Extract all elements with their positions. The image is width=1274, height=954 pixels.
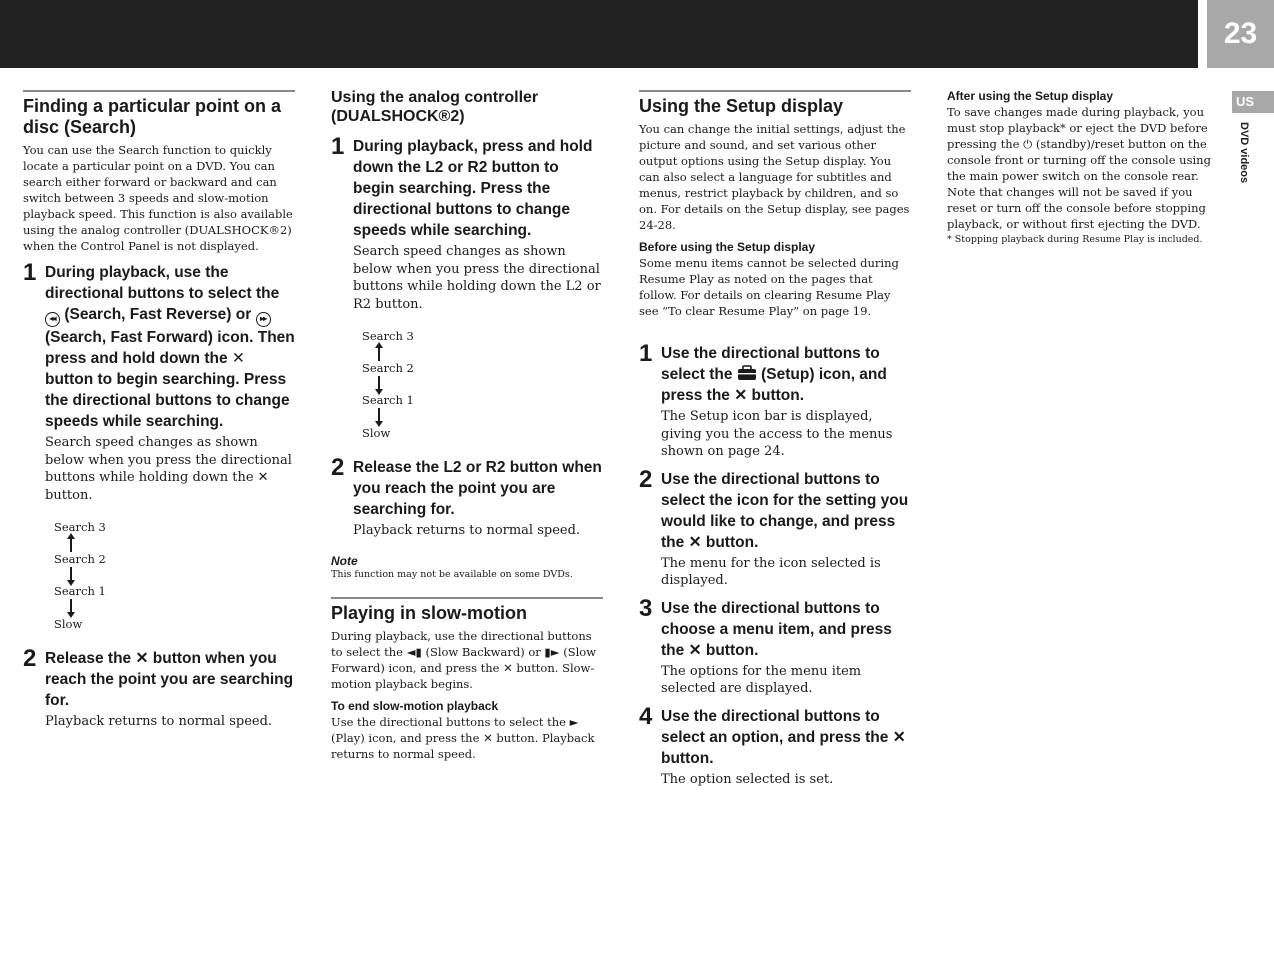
end-slow-heading: To end slow-motion playback	[331, 698, 499, 713]
cross-button-icon: ✕	[688, 641, 702, 659]
section-side-label: DVD videos	[1238, 122, 1250, 184]
note-heading: Note	[331, 553, 358, 568]
setup-step-4: 4 Use the directional buttons to select an option, and press the ✕ button. The option selected is set.	[639, 702, 906, 787]
fast-reverse-icon: ◂◂	[45, 312, 60, 327]
setup-heading: Using the Setup display	[639, 96, 844, 116]
play-icon: ►	[569, 714, 579, 729]
header-bar	[0, 0, 1198, 68]
fast-forward-icon: ▸▸	[256, 312, 271, 327]
setup-intro: You can change the initial settings, adjust the picture and sound, and set various other output options using the Setup display. You can also select a language for subtitles and menus, restrict playback by children, and so on. For details on the Setup display, see pages 24-28.	[639, 122, 910, 232]
arrow-up-icon	[70, 538, 72, 552]
slow-forward-icon: ▮►	[544, 644, 560, 659]
divider	[23, 90, 295, 92]
cross-button-icon: ✕	[135, 650, 149, 667]
column-search	[23, 88, 295, 731]
search-speed-diagram: Search 3 Search 2 Search 1 Slow	[54, 520, 106, 631]
before-setup-text: Some menu items cannot be selected during Resume Play as noted on the pages that follow. For details on clearing Resume Play see “To clear Resume Play” on page 19.	[639, 256, 899, 318]
slow-backward-icon: ◄▮	[406, 644, 422, 659]
search-step-1: 1 During playback, use the directional buttons to select the ◂◂ (Search, Fast Reverse) or ▸▸ (Search, Fast Forward) icon. Then press and hold down the ✕ button to begin searching. Press the directional buttons to change speeds while searching. Search speed changes as shown below when you press the directional buttons while holding down the ✕ button. Search 3 Search 2 Search 1 Slow	[23, 262, 295, 640]
cross-button-icon: ✕	[734, 387, 748, 404]
cross-button-icon: ✕	[892, 728, 906, 746]
cross-button-icon: ✕	[257, 470, 269, 485]
search-intro: You can use the Search function to quickly locate a particular point on a DVD. You can search either forward or backward and can switch between 3 speeds and slow-motion playback speed. This function is also available using the analog controller (DUALSHOCK®2) when the Control Panel is not displayed.	[23, 143, 293, 253]
column-after-setup	[947, 88, 1217, 246]
analog-heading: Using the analog controller (DUALSHOCK®2)	[331, 89, 539, 125]
arrow-down-icon	[378, 376, 380, 390]
arrow-down-icon	[378, 408, 380, 422]
toolbox-icon	[737, 365, 757, 381]
analog-step-1: 1 During playback, press and hold down the L2 or R2 button to begin searching. Press the directional buttons to change speeds while searching. Search speed changes as shown below when you press the directional buttons while holding down the L2 or R2 button. Search 3 Search 2 Search 1 Slow	[331, 136, 603, 449]
after-setup-heading: After using the Setup display	[947, 89, 1114, 103]
slow-motion-heading: Playing in slow-motion	[331, 602, 528, 623]
divider	[331, 597, 603, 599]
page-number: 23	[1207, 0, 1274, 68]
search-heading: Finding a particular point on a disc (Search)	[23, 96, 282, 137]
setup-step-2: 2 Use the directional buttons to select the icon for the setting you would like to change, and press the ✕ button. The menu for the icon selected is displayed.	[639, 465, 909, 588]
arrow-down-icon	[70, 599, 72, 613]
divider	[639, 90, 911, 92]
setup-step-3: 3 Use the directional buttons to choose a menu item, and press the ✕ button. The options for the menu item selected are displayed.	[639, 594, 892, 696]
arrow-up-icon	[378, 347, 380, 361]
search-step-2: 2 Release the ✕ button when you reach the point you are searching for. Playback returns to normal speed.	[23, 645, 294, 729]
region-tab: US	[1232, 91, 1274, 113]
cross-button-icon: ✕	[483, 730, 493, 745]
standby-icon: ⏻	[1023, 137, 1033, 151]
cross-button-icon: ✕	[503, 660, 513, 675]
after-setup-text: To save changes made during playback, you must stop playback* or eject the DVD before pressing the ⏻ (standby)/reset button on the console front or turning off the console using the main power switch on the console rear. Note that changes will not be saved if you reset or turn off the console before stopping playback, or without first ejecting the DVD.	[947, 105, 1211, 231]
end-slow-text: Use the directional buttons to select the ► (Play) icon, and press the ✕ button. Playback returns to normal speed.	[331, 714, 595, 761]
slow-motion-text: During playback, use the directional buttons to select the ◄▮ (Slow Backward) or ▮► (Slow Forward) icon, and press the ✕ button. Slow-motion playback begins.	[331, 628, 597, 691]
before-setup-heading: Before using the Setup display	[639, 240, 816, 254]
cross-button-icon: ✕	[688, 533, 702, 551]
column-analog	[331, 88, 603, 762]
footnote: * Stopping playback during Resume Play is included.	[947, 234, 1203, 245]
setup-step-1: 1 Use the directional buttons to select the (Setup) icon, and press the ✕ button. The Setup icon bar is displayed, giving you the access to the menus shown on page 24.	[639, 340, 893, 459]
column-setup	[639, 88, 911, 788]
note-text: This function may not be available on some DVDs.	[331, 568, 573, 580]
analog-step-2: 2 Release the L2 or R2 button when you reach the point you are searching for. Playback returns to normal speed.	[331, 454, 602, 538]
cross-button-icon: ✕	[231, 350, 245, 367]
arrow-down-icon	[70, 567, 72, 581]
analog-speed-diagram: Search 3 Search 2 Search 1 Slow	[362, 329, 414, 440]
